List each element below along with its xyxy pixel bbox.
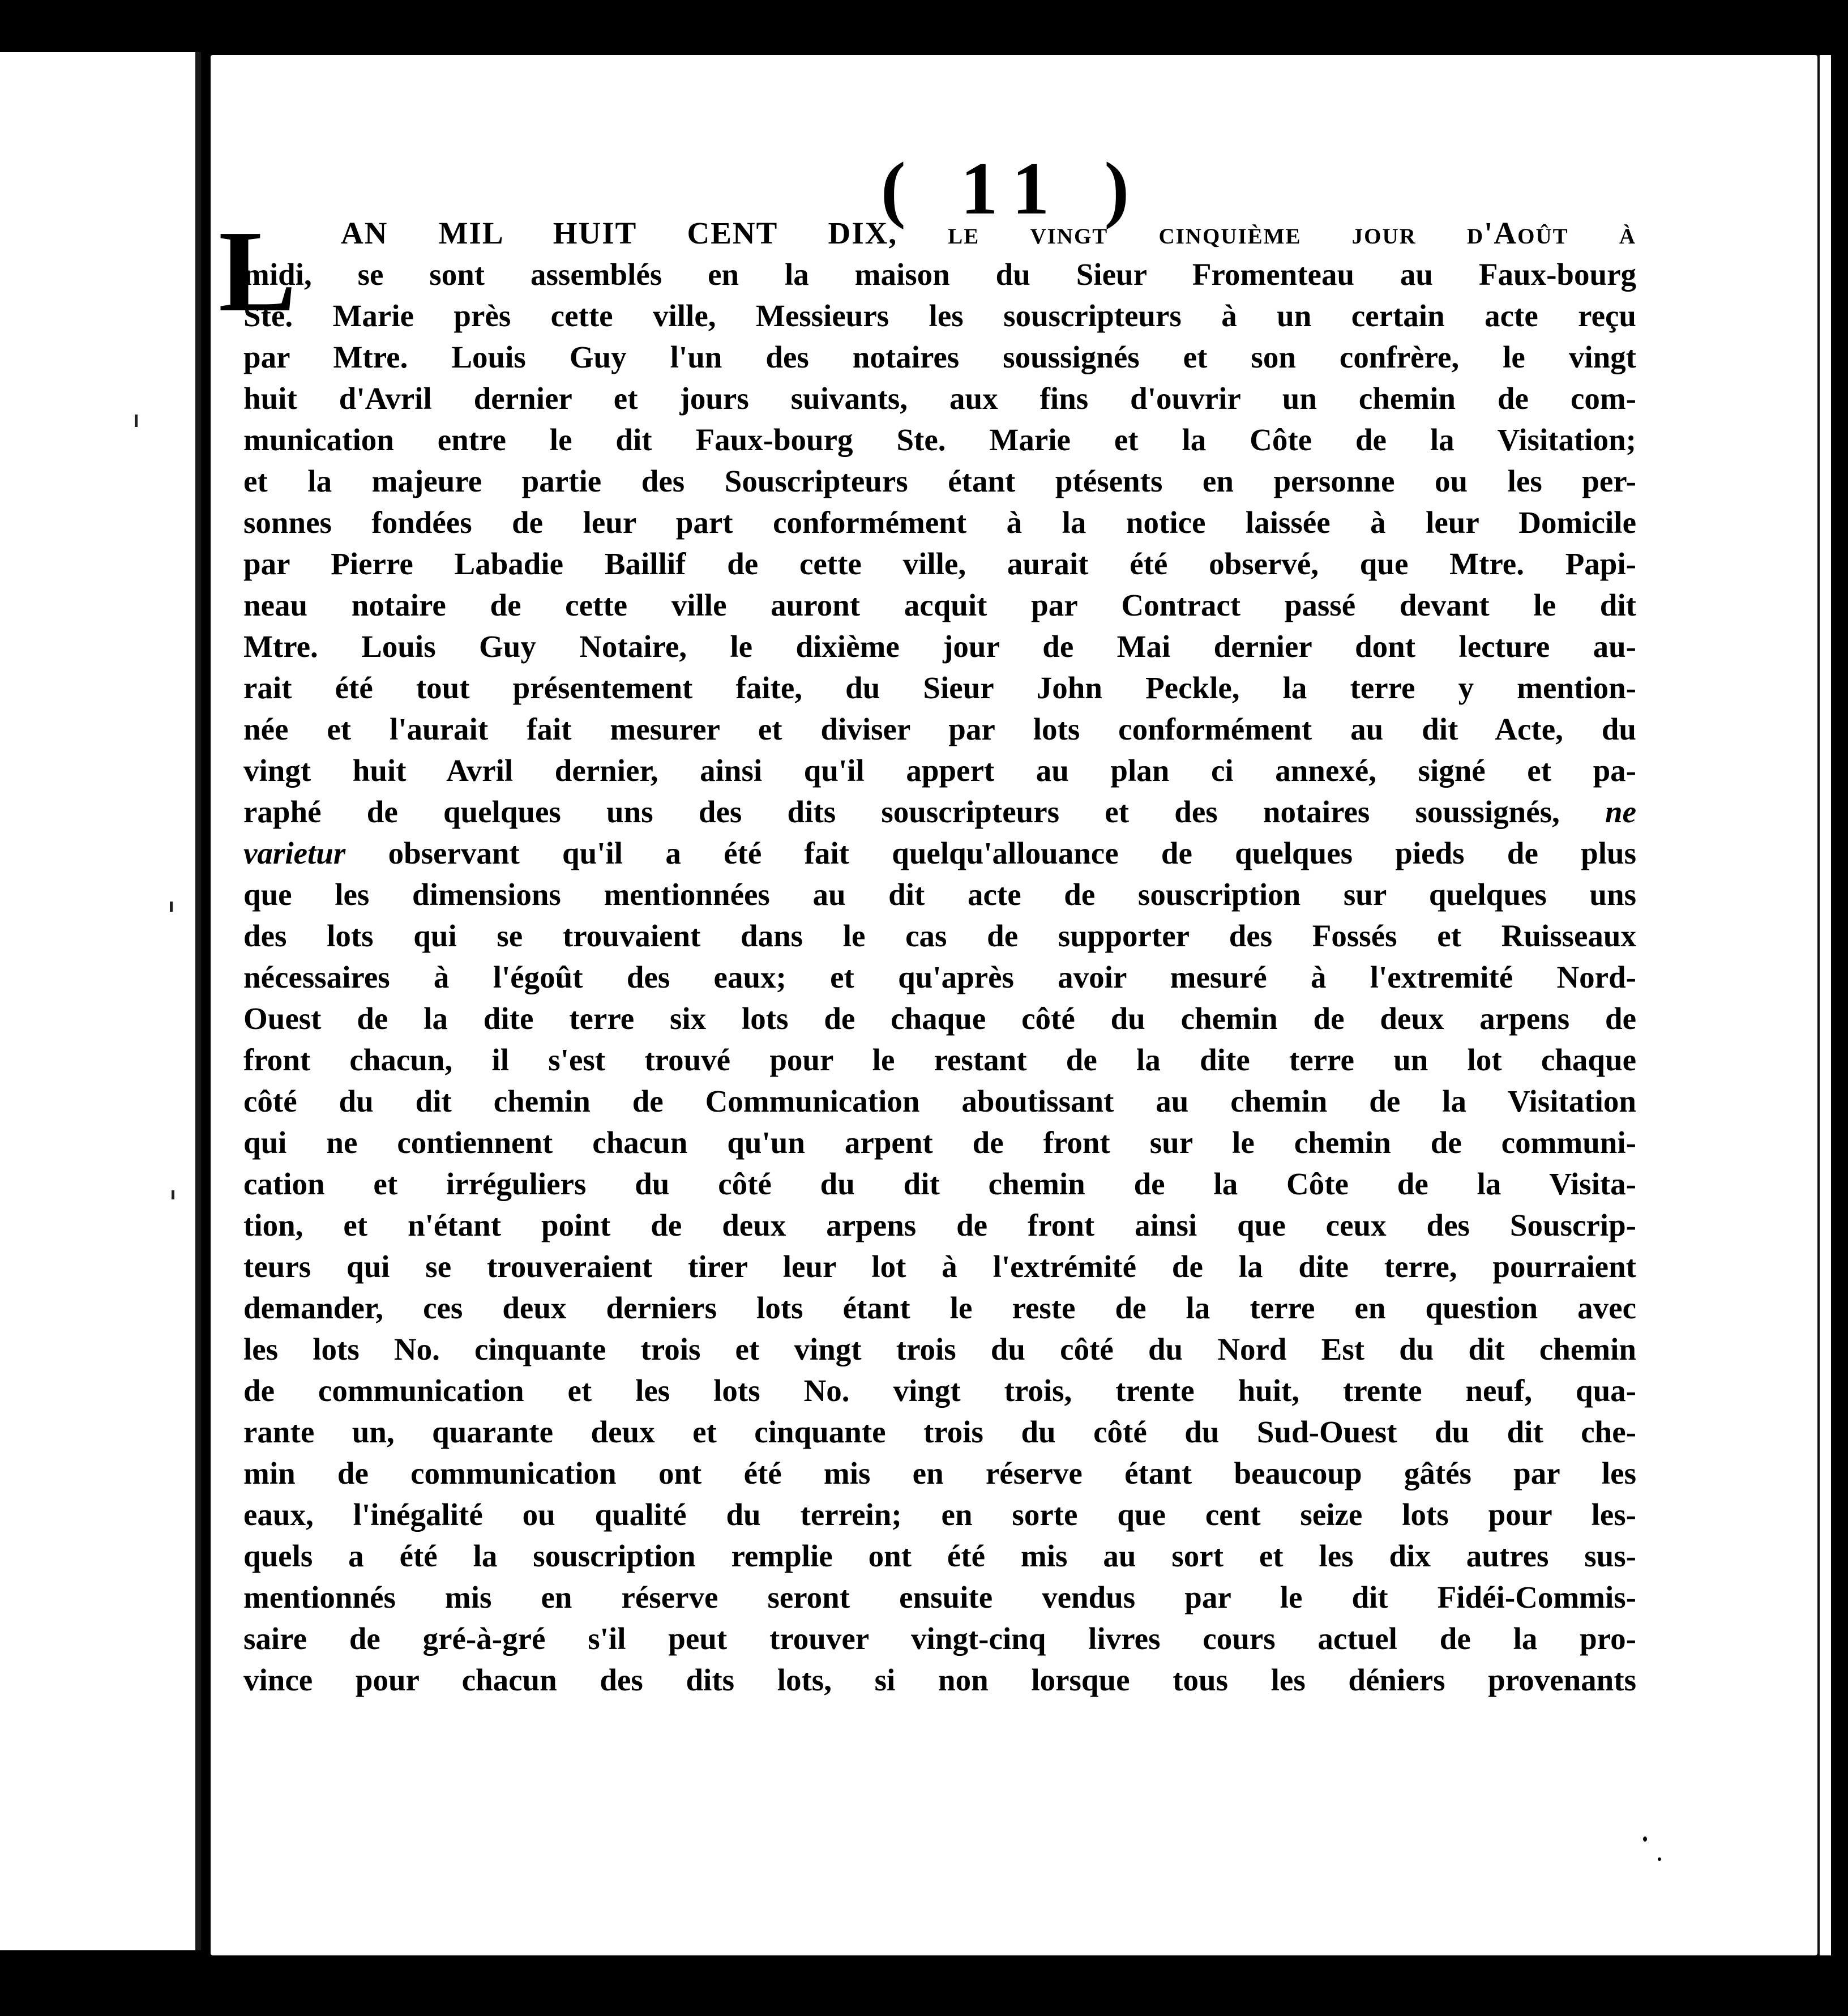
text-line: qui ne contiennent chacun qu'un arpent de front sur le chemin de communi-	[243, 1125, 1636, 1160]
text-line: par Pierre Labadie Baillif de cette ville, aurait été observé, que Mtre. Papi-	[243, 546, 1636, 581]
italic-phrase: ne	[1605, 795, 1636, 829]
text-line: vince pour chacun des dits lots, si non lorsque tous les déniers provenants	[243, 1663, 1636, 1697]
text-line: eaux, l'inégalité ou qualité du terrein; en sorte que cent seize lots pour les-	[243, 1497, 1636, 1532]
text-line-with-italic	[243, 791, 1636, 832]
text-line: de communication et les lots No. vingt trois, trente huit, trente neuf, qua-	[243, 1373, 1636, 1408]
text-line: que les dimensions mentionnées au dit acte de souscription sur quelques uns	[243, 877, 1636, 912]
body-text	[243, 212, 1636, 1701]
text-line: Ouest de la dite terre six lots de chaque côté du chemin de deux arpens de	[243, 1001, 1636, 1036]
scan-speck	[1643, 1836, 1647, 1842]
text-line: saire de gré-à-gré s'il peut trouver vingt-cinq livres cours actuel de la pro-	[243, 1621, 1636, 1656]
text-line: vingt huit Avril dernier, ainsi qu'il appert au plan ci annexé, signé et pa-	[243, 753, 1636, 788]
text-line: front chacun, il s'est trouvé pour le restant de la dite terre un lot chaque	[243, 1043, 1636, 1077]
italic-phrase: varietur	[243, 836, 346, 870]
text-line: des lots qui se trouvaient dans le cas de supporter des Fossés et Ruisseaux	[243, 919, 1636, 953]
scan-speck	[1658, 1857, 1661, 1861]
text-line: midi, se sont assemblés en la maison du Sieur Fromenteau au Faux-bourg	[243, 257, 1636, 292]
text-line: par Mtre. Louis Guy l'un des notaires soussignés et son confrère, le vingt	[243, 340, 1636, 374]
text-line: sonnes fondées de leur part conformément à la notice laissée à leur Domicile	[243, 505, 1636, 540]
text-line: Mtre. Louis Guy Notaire, le dixième jour de Mai dernier dont lecture au-	[243, 629, 1636, 664]
text-line: née et l'aurait fait mesurer et diviser par lots conformément au dit Acte, du	[243, 712, 1636, 746]
text-line: neau notaire de cette ville auront acquit par Contract passé devant le dit	[243, 588, 1636, 622]
text-line: min de communication ont été mis en réserve étant beaucoup gâtés par les	[243, 1456, 1636, 1490]
text-segment: raphé de quelques uns des dits souscripteurs et des notaires soussignés,	[243, 795, 1560, 829]
page-edge-mark	[170, 902, 173, 912]
text-line: mentionnés mis en réserve seront ensuite vendus par le dit Fidéi-Commis-	[243, 1580, 1636, 1614]
drop-cap: L	[219, 206, 297, 336]
text-line: les lots No. cinquante trois et vingt trois du côté du Nord Est du dit chemin	[243, 1332, 1636, 1366]
text-line: huit d'Avril dernier et jours suivants, aux fins d'ouvrir un chemin de com-	[243, 381, 1636, 416]
text-line: cation et irréguliers du côté du dit chemin de la Côte de la Visita-	[243, 1167, 1636, 1201]
text-line: AN MIL HUIT CENT DIX, le vingt cinquième jour d'Août à	[341, 216, 1636, 250]
text-line: côté du dit chemin de Communication aboutissant au chemin de la Visitation	[243, 1084, 1636, 1118]
text-line: demander, ces deux derniers lots étant le reste de la terre en question avec	[243, 1291, 1636, 1325]
text-line: nécessaires à l'égoût des eaux; et qu'après avoir mesuré à l'extremité Nord-	[243, 960, 1636, 994]
left-page-edge	[0, 52, 201, 1950]
text-segment: observant qu'il a été fait quelqu'allouance de quelques pieds de plus	[388, 836, 1636, 870]
text-line: munication entre le dit Faux-bourg Ste. Marie et la Côte de la Visitation;	[243, 422, 1636, 457]
page-right-edge	[1817, 55, 1831, 1955]
page-edge-mark	[135, 415, 138, 427]
text-line: tion, et n'étant point de deux arpens de front ainsi que ceux des Souscrip-	[243, 1208, 1636, 1242]
book-gutter	[202, 52, 208, 1950]
page-number: ( 11 )	[880, 147, 1148, 230]
text-line: teurs qui se trouveraient tirer leur lot à l'extrémité de la dite terre, pourraient	[243, 1249, 1636, 1284]
text-line: rante un, quarante deux et cinquante trois du côté du Sud-Ouest du dit che-	[243, 1415, 1636, 1449]
text-line: rait été tout présentement faite, du Sieur John Peckle, la terre y mention-	[243, 670, 1636, 705]
text-line: Ste. Marie près cette ville, Messieurs les souscripteurs à un certain acte reçu	[243, 298, 1636, 333]
page-edge-mark	[172, 1190, 174, 1199]
text-line-with-italic	[243, 832, 1636, 874]
text-line: et la majeure partie des Souscripteurs étant ptésents en personne ou les per-	[243, 464, 1636, 498]
text-line: quels a été la souscription remplie ont été mis au sort et les dix autres sus-	[243, 1539, 1636, 1573]
